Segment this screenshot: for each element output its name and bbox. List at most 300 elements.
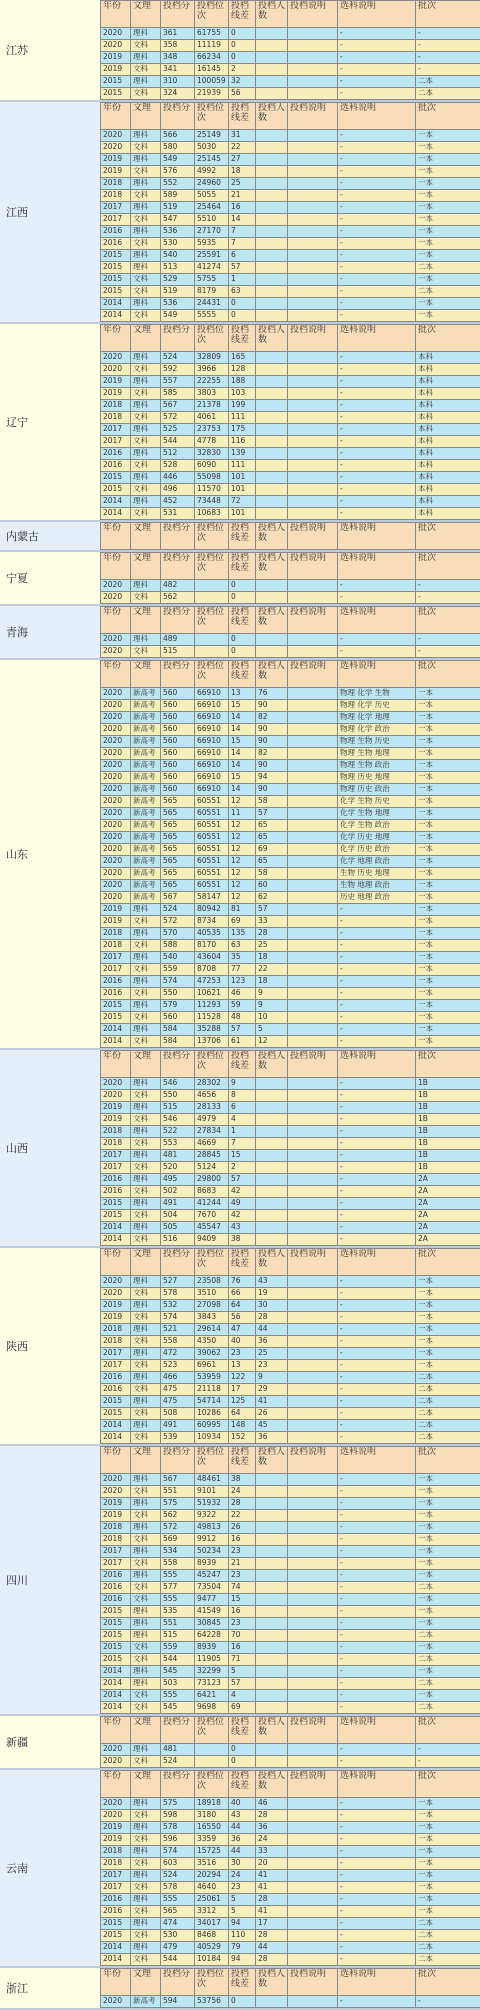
cell-subjects: - — [338, 1174, 416, 1186]
table-row — [101, 412, 480, 424]
cell-year: 2014 — [101, 1690, 131, 1702]
cell-score: 536 — [161, 298, 195, 310]
cell-subjects: - — [338, 1846, 416, 1858]
province-name: 浙江 — [0, 1968, 100, 2008]
cell-subjects: - — [338, 1012, 416, 1024]
header-diff: 投档线差 — [229, 1969, 256, 1996]
cell-score: 550 — [161, 1090, 195, 1102]
cell-score: 555 — [161, 1594, 195, 1606]
cell-type: 文科 — [131, 190, 161, 202]
cell-rank: 6090 — [195, 460, 229, 472]
cell-score: 503 — [161, 1678, 195, 1690]
cell-year: 2019 — [101, 1834, 131, 1846]
cell-subjects: - — [338, 1078, 416, 1090]
cell-score: 592 — [161, 364, 195, 376]
cell-year: 2020 — [101, 760, 131, 772]
cell-count: 57 — [256, 808, 288, 820]
cell-batch: 一本 — [416, 1846, 480, 1858]
cell-desc — [288, 580, 338, 592]
cell-count: 58 — [256, 796, 288, 808]
cell-year: 2017 — [101, 1162, 131, 1174]
cell-type: 文科 — [131, 1534, 161, 1546]
cell-desc — [288, 1582, 338, 1594]
cell-rank: 3312 — [195, 1906, 229, 1918]
cell-score: 539 — [161, 1432, 195, 1444]
header-desc: 投档说明 — [288, 1249, 338, 1276]
header-subjects: 选科说明 — [338, 1771, 416, 1798]
cell-diff: 0 — [229, 52, 256, 64]
cell-count — [256, 646, 288, 658]
cell-year: 2016 — [101, 238, 131, 250]
cell-batch: 本科 — [416, 400, 480, 412]
cell-year: 2018 — [101, 1336, 131, 1348]
cell-desc — [288, 1114, 338, 1126]
cell-diff: 103 — [229, 388, 256, 400]
cell-subjects: - — [338, 1024, 416, 1036]
cell-subjects: - — [338, 1348, 416, 1360]
cell-subjects: - — [338, 928, 416, 940]
cell-rank: 66234 — [195, 52, 229, 64]
cell-score: 504 — [161, 1210, 195, 1222]
cell-year: 2018 — [101, 1846, 131, 1858]
header-row — [101, 1, 480, 28]
table-row — [101, 892, 480, 904]
cell-diff: 135 — [229, 928, 256, 940]
cell-count — [256, 484, 288, 496]
header-score: 投档分 — [161, 553, 195, 580]
cell-count: 28 — [256, 1930, 288, 1942]
table-row — [101, 1288, 480, 1300]
cell-desc — [288, 1348, 338, 1360]
cell-desc — [288, 844, 338, 856]
cell-desc — [288, 1474, 338, 1486]
cell-year: 2016 — [101, 1582, 131, 1594]
cell-year: 2017 — [101, 1150, 131, 1162]
cell-diff: 57 — [229, 1174, 256, 1186]
cell-year: 2018 — [101, 1126, 131, 1138]
cell-count — [256, 424, 288, 436]
cell-rank: 55098 — [195, 472, 229, 484]
cell-diff: 0 — [229, 1756, 256, 1768]
cell-type: 理科 — [131, 928, 161, 940]
table-row — [101, 1222, 480, 1234]
cell-count — [256, 1510, 288, 1522]
cell-count: 18 — [256, 952, 288, 964]
cell-count — [256, 376, 288, 388]
cell-desc — [288, 1666, 338, 1678]
header-rank: 投档位次 — [195, 1717, 229, 1744]
cell-subjects: - — [338, 1114, 416, 1126]
cell-count: 90 — [256, 724, 288, 736]
province-name: 新疆 — [0, 1716, 100, 1768]
cell-type: 文科 — [131, 1384, 161, 1396]
cell-count — [256, 190, 288, 202]
cell-count: 36 — [256, 1432, 288, 1444]
cell-diff: 24 — [229, 1870, 256, 1882]
cell-diff: 13 — [229, 1360, 256, 1372]
cell-subjects: - — [338, 1744, 416, 1756]
cell-subjects: - — [338, 976, 416, 988]
cell-year: 2020 — [101, 1996, 131, 2008]
table-row — [101, 1756, 480, 1768]
cell-diff: 12 — [229, 892, 256, 904]
cell-rank — [195, 1744, 229, 1756]
cell-diff: 44 — [229, 1822, 256, 1834]
table-row — [101, 1432, 480, 1444]
cell-diff: 15 — [229, 700, 256, 712]
cell-diff: 69 — [229, 916, 256, 928]
cell-subjects: - — [338, 142, 416, 154]
cell-rank: 32299 — [195, 1666, 229, 1678]
cell-diff: 24 — [229, 1486, 256, 1498]
cell-rank: 16145 — [195, 64, 229, 76]
table-row — [101, 1642, 480, 1654]
cell-score: 524 — [161, 904, 195, 916]
cell-type: 新高考 — [131, 844, 161, 856]
cell-desc — [288, 1138, 338, 1150]
header-subjects: 选科说明 — [338, 523, 416, 550]
cell-subjects: - — [338, 1312, 416, 1324]
cell-year: 2017 — [101, 952, 131, 964]
cell-batch: 一本 — [416, 166, 480, 178]
table-row — [101, 1510, 480, 1522]
cell-type: 文科 — [131, 1954, 161, 1966]
cell-year: 2015 — [101, 1396, 131, 1408]
table-row — [101, 1102, 480, 1114]
cell-count: 41 — [256, 1906, 288, 1918]
cell-score: 559 — [161, 964, 195, 976]
table-row — [101, 496, 480, 508]
cell-type: 新高考 — [131, 856, 161, 868]
cell-diff: 57 — [229, 262, 256, 274]
cell-subjects: 生物 地理 政治 — [338, 880, 416, 892]
cell-rank: 66910 — [195, 700, 229, 712]
table-row — [101, 1918, 480, 1930]
cell-desc — [288, 1360, 338, 1372]
table-row — [101, 88, 480, 100]
cell-rank: 66910 — [195, 760, 229, 772]
table-row — [101, 1570, 480, 1582]
cell-diff: 125 — [229, 1396, 256, 1408]
header-row — [101, 523, 480, 550]
cell-desc — [288, 1756, 338, 1768]
cell-type: 理科 — [131, 1744, 161, 1756]
table-row — [101, 760, 480, 772]
cell-batch: 本科 — [416, 352, 480, 364]
table-row — [101, 130, 480, 142]
cell-desc — [288, 424, 338, 436]
cell-desc — [288, 748, 338, 760]
cell-rank: 25061 — [195, 1894, 229, 1906]
cell-score: 496 — [161, 484, 195, 496]
cell-subjects: - — [338, 1186, 416, 1198]
header-row — [101, 607, 480, 634]
cell-rank — [195, 646, 229, 658]
cell-count — [256, 226, 288, 238]
cell-batch: 2A — [416, 1222, 480, 1234]
cell-count — [256, 1162, 288, 1174]
cell-diff: 175 — [229, 424, 256, 436]
cell-year: 2016 — [101, 1372, 131, 1384]
table-row — [101, 832, 480, 844]
cell-subjects: - — [338, 1756, 416, 1768]
cell-subjects: - — [338, 634, 416, 646]
header-count: 投档人数 — [256, 1051, 288, 1078]
cell-rank: 47253 — [195, 976, 229, 988]
cell-count — [256, 1702, 288, 1714]
cell-subjects: - — [338, 1000, 416, 1012]
table-row — [101, 1324, 480, 1336]
cell-rank: 60995 — [195, 1420, 229, 1432]
cell-desc — [288, 832, 338, 844]
province-table — [100, 1050, 480, 1246]
cell-type: 理科 — [131, 1666, 161, 1678]
cell-diff: 77 — [229, 964, 256, 976]
cell-rank: 49813 — [195, 1522, 229, 1534]
cell-subjects: - — [338, 1336, 416, 1348]
cell-subjects: - — [338, 1162, 416, 1174]
cell-desc — [288, 274, 338, 286]
cell-rank: 8683 — [195, 1186, 229, 1198]
cell-batch: 二本 — [416, 76, 480, 88]
header-year: 年份 — [101, 661, 131, 688]
cell-count — [256, 1222, 288, 1234]
cell-subjects: - — [338, 1150, 416, 1162]
cell-batch: 一本 — [416, 928, 480, 940]
cell-count: 28 — [256, 1954, 288, 1966]
cell-desc — [288, 1300, 338, 1312]
cell-score: 565 — [161, 844, 195, 856]
cell-score: 472 — [161, 1348, 195, 1360]
cell-year: 2020 — [101, 28, 131, 40]
header-count: 投档人数 — [256, 553, 288, 580]
header-year: 年份 — [101, 553, 131, 580]
cell-rank: 7670 — [195, 1210, 229, 1222]
cell-type: 文科 — [131, 1090, 161, 1102]
cell-desc — [288, 178, 338, 190]
table-row — [101, 1114, 480, 1126]
cell-desc — [288, 1384, 338, 1396]
cell-score: 553 — [161, 1138, 195, 1150]
cell-diff: 5 — [229, 1666, 256, 1678]
cell-diff: 23 — [229, 1618, 256, 1630]
cell-subjects: 物理 化学 政治 — [338, 724, 416, 736]
cell-rank: 4669 — [195, 1138, 229, 1150]
province-block — [0, 1716, 480, 1770]
cell-batch: 一本 — [416, 202, 480, 214]
header-subjects: 选科说明 — [338, 607, 416, 634]
cell-count: 76 — [256, 688, 288, 700]
cell-score: 575 — [161, 1798, 195, 1810]
cell-count: 36 — [256, 1336, 288, 1348]
cell-type: 理科 — [131, 262, 161, 274]
cell-batch: 一本 — [416, 1312, 480, 1324]
cell-year: 2018 — [101, 400, 131, 412]
table-row — [101, 472, 480, 484]
header-batch: 批次 — [416, 325, 480, 352]
cell-diff: 111 — [229, 412, 256, 424]
province-name: 辽宁 — [0, 324, 100, 520]
cell-desc — [288, 1594, 338, 1606]
cell-batch: 一本 — [416, 1486, 480, 1498]
cell-diff: 14 — [229, 760, 256, 772]
cell-type: 新高考 — [131, 736, 161, 748]
cell-score: 580 — [161, 142, 195, 154]
cell-rank: 66910 — [195, 688, 229, 700]
cell-count — [256, 1594, 288, 1606]
cell-count — [256, 1126, 288, 1138]
cell-year: 2015 — [101, 1642, 131, 1654]
cell-rank: 24431 — [195, 298, 229, 310]
cell-score: 491 — [161, 1420, 195, 1432]
cell-count — [256, 52, 288, 64]
header-row — [101, 1717, 480, 1744]
cell-count — [256, 592, 288, 604]
cell-desc — [288, 1432, 338, 1444]
cell-type: 文科 — [131, 940, 161, 952]
cell-rank: 61755 — [195, 28, 229, 40]
cell-year: 2017 — [101, 424, 131, 436]
cell-count — [256, 40, 288, 52]
header-subjects: 选科说明 — [338, 1, 416, 28]
table-row — [101, 388, 480, 400]
cell-diff: 49 — [229, 1198, 256, 1210]
cell-subjects: - — [338, 412, 416, 424]
cell-type: 理科 — [131, 1618, 161, 1630]
cell-year: 2020 — [101, 880, 131, 892]
cell-batch: 一本 — [416, 916, 480, 928]
cell-rank: 11905 — [195, 1654, 229, 1666]
table-row — [101, 1582, 480, 1594]
cell-type: 新高考 — [131, 724, 161, 736]
cell-batch: 一本 — [416, 1882, 480, 1894]
cell-rank: 3843 — [195, 1312, 229, 1324]
cell-type: 理科 — [131, 1678, 161, 1690]
cell-desc — [288, 472, 338, 484]
cell-subjects: - — [338, 460, 416, 472]
cell-type: 理科 — [131, 226, 161, 238]
cell-count: 60 — [256, 880, 288, 892]
cell-rank: 29800 — [195, 1174, 229, 1186]
cell-diff: 110 — [229, 1930, 256, 1942]
cell-type: 文科 — [131, 436, 161, 448]
cell-score: 544 — [161, 1954, 195, 1966]
table-row — [101, 1834, 480, 1846]
cell-diff: 0 — [229, 28, 256, 40]
cell-batch: - — [416, 1744, 480, 1756]
cell-subjects: - — [338, 1798, 416, 1810]
cell-type: 文科 — [131, 412, 161, 424]
cell-batch: 一本 — [416, 784, 480, 796]
cell-rank: 41274 — [195, 262, 229, 274]
cell-desc — [288, 1174, 338, 1186]
cell-count: 44 — [256, 1324, 288, 1336]
cell-rank: 45247 — [195, 1570, 229, 1582]
cell-batch: 一本 — [416, 214, 480, 226]
cell-batch: - — [416, 28, 480, 40]
cell-type: 理科 — [131, 1474, 161, 1486]
cell-count — [256, 1234, 288, 1246]
cell-rank: 30845 — [195, 1618, 229, 1630]
cell-year: 2014 — [101, 1702, 131, 1714]
cell-type: 理科 — [131, 1102, 161, 1114]
cell-score: 565 — [161, 856, 195, 868]
cell-type: 理科 — [131, 1546, 161, 1558]
cell-year: 2015 — [101, 274, 131, 286]
cell-desc — [288, 916, 338, 928]
cell-count: 90 — [256, 760, 288, 772]
cell-desc — [288, 1186, 338, 1198]
province-block — [0, 102, 480, 324]
cell-count: 57 — [256, 904, 288, 916]
cell-score: 466 — [161, 1372, 195, 1384]
cell-year: 2016 — [101, 1384, 131, 1396]
header-type: 文理 — [131, 553, 161, 580]
cell-score: 560 — [161, 760, 195, 772]
cell-desc — [288, 1894, 338, 1906]
cell-subjects: - — [338, 1384, 416, 1396]
cell-count — [256, 448, 288, 460]
cell-batch: 二本 — [416, 1654, 480, 1666]
cell-rank: 11528 — [195, 1012, 229, 1024]
cell-subjects: - — [338, 1582, 416, 1594]
cell-year: 2016 — [101, 226, 131, 238]
header-rank: 投档位次 — [195, 553, 229, 580]
header-type: 文理 — [131, 1771, 161, 1798]
cell-subjects: - — [338, 1222, 416, 1234]
cell-rank: 3803 — [195, 388, 229, 400]
cell-type: 文科 — [131, 1312, 161, 1324]
cell-batch: 2A — [416, 1234, 480, 1246]
cell-rank: 9477 — [195, 1594, 229, 1606]
cell-subjects: - — [338, 214, 416, 226]
cell-score: 578 — [161, 1882, 195, 1894]
cell-diff: 14 — [229, 784, 256, 796]
cell-count: 90 — [256, 736, 288, 748]
cell-rank: 60551 — [195, 868, 229, 880]
cell-batch: 一本 — [416, 1606, 480, 1618]
table-row — [101, 436, 480, 448]
cell-year: 2019 — [101, 904, 131, 916]
cell-rank: 8179 — [195, 286, 229, 298]
cell-batch: 一本 — [416, 772, 480, 784]
cell-desc — [288, 400, 338, 412]
table-row — [101, 1810, 480, 1822]
cell-batch: 1B — [416, 1126, 480, 1138]
cell-count — [256, 1498, 288, 1510]
cell-year: 2020 — [101, 796, 131, 808]
cell-diff: 64 — [229, 1408, 256, 1420]
cell-year: 2020 — [101, 1078, 131, 1090]
cell-count: 25 — [256, 1348, 288, 1360]
header-count: 投档人数 — [256, 607, 288, 634]
header-score: 投档分 — [161, 607, 195, 634]
table-row — [101, 262, 480, 274]
table-row — [101, 1930, 480, 1942]
cell-rank: 8939 — [195, 1558, 229, 1570]
cell-batch: 本科 — [416, 436, 480, 448]
cell-diff: 70 — [229, 1630, 256, 1642]
cell-desc — [288, 130, 338, 142]
cell-score: 524 — [161, 352, 195, 364]
province-block — [0, 1446, 480, 1716]
cell-rank: 53959 — [195, 1372, 229, 1384]
cell-score: 551 — [161, 1486, 195, 1498]
cell-rank: 60551 — [195, 880, 229, 892]
cell-year: 2020 — [101, 1276, 131, 1288]
cell-diff: 44 — [229, 1846, 256, 1858]
cell-batch: 一本 — [416, 1360, 480, 1372]
